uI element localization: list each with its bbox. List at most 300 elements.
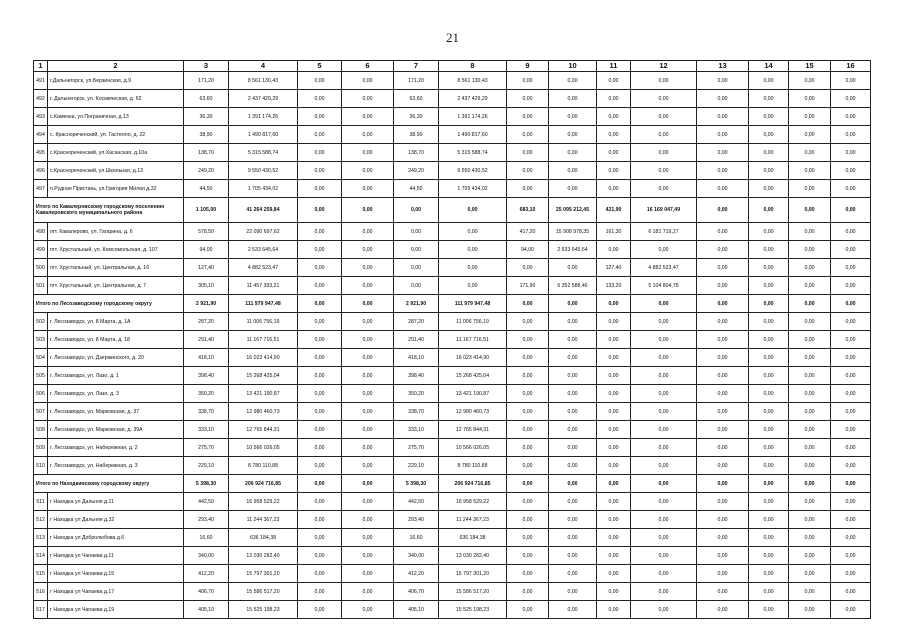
value-cell: 0,00 xyxy=(831,349,871,367)
value-cell: 0,00 xyxy=(831,403,871,421)
row-number: 503 xyxy=(34,331,48,349)
value-cell: 0,00 xyxy=(298,162,342,180)
value-cell: 636 184,38 xyxy=(439,529,507,547)
value-cell: 4 882 523,47 xyxy=(229,259,298,277)
value-cell: 333,10 xyxy=(394,421,439,439)
value-cell: 0,00 xyxy=(507,90,549,108)
value-cell: 2 437 429,29 xyxy=(439,90,507,108)
table-row xyxy=(34,367,871,385)
table-row xyxy=(34,565,871,583)
value-cell: 0,00 xyxy=(507,493,549,511)
value-cell: 0,00 xyxy=(697,313,749,331)
value-cell: 0,00 xyxy=(789,583,831,601)
value-cell: 0,00 xyxy=(342,313,394,331)
value-cell: 10 566 026,05 xyxy=(439,439,507,457)
value-cell: 0,00 xyxy=(789,493,831,511)
value-cell: 0,00 xyxy=(631,385,697,403)
value-cell: 0,00 xyxy=(631,403,697,421)
value-cell: 0,00 xyxy=(342,601,394,619)
value-cell: 0,00 xyxy=(831,126,871,144)
address-cell: г. Лесозаводск, ул. Дзержинского, д. 20 xyxy=(48,349,184,367)
value-cell: 44,50 xyxy=(184,180,229,198)
value-cell: 0,00 xyxy=(831,475,871,493)
value-cell: 0,00 xyxy=(831,295,871,313)
value-cell: 0,00 xyxy=(789,72,831,90)
value-cell: 0,00 xyxy=(831,144,871,162)
subtotal-row xyxy=(34,198,871,223)
value-cell: 0,00 xyxy=(597,349,631,367)
value-cell: 15 797 301,20 xyxy=(439,565,507,583)
value-cell: 0,00 xyxy=(298,547,342,565)
value-cell: 0,00 xyxy=(439,259,507,277)
value-cell: 13 421 190,87 xyxy=(229,385,298,403)
value-cell: 0,00 xyxy=(697,126,749,144)
value-cell: 0,00 xyxy=(749,90,789,108)
value-cell: 12 980 460,73 xyxy=(229,403,298,421)
value-cell: 0,00 xyxy=(394,241,439,259)
value-cell: 5 398,30 xyxy=(184,475,229,493)
page-number: 21 xyxy=(446,30,459,45)
value-cell: 8 561 130,43 xyxy=(229,72,298,90)
value-cell: 0,00 xyxy=(549,493,597,511)
value-cell: 0,00 xyxy=(549,529,597,547)
value-cell: 0,00 xyxy=(597,385,631,403)
row-number: 495 xyxy=(34,144,48,162)
value-cell: 0,00 xyxy=(789,601,831,619)
value-cell: 0,00 xyxy=(507,313,549,331)
value-cell: 0,00 xyxy=(597,421,631,439)
value-cell: 6 352 588,46 xyxy=(549,277,597,295)
value-cell: 0,00 xyxy=(298,439,342,457)
value-cell: 0,00 xyxy=(697,385,749,403)
value-cell: 0,00 xyxy=(507,108,549,126)
value-cell: 0,00 xyxy=(789,547,831,565)
value-cell: 0,00 xyxy=(789,313,831,331)
value-cell: 0,00 xyxy=(507,547,549,565)
value-cell: 0,00 xyxy=(507,295,549,313)
value-cell: 12 765 844,31 xyxy=(439,421,507,439)
value-cell: 0,00 xyxy=(631,421,697,439)
value-cell: 0,00 xyxy=(631,313,697,331)
value-cell: 0,00 xyxy=(298,295,342,313)
value-cell: 0,00 xyxy=(298,457,342,475)
value-cell: 405,10 xyxy=(184,601,229,619)
value-cell: 0,00 xyxy=(298,126,342,144)
address-cell: с.Краснореченский, ул.Хасанская, д.10а xyxy=(48,144,184,162)
value-cell: 11 167 716,51 xyxy=(229,331,298,349)
value-cell: 0,00 xyxy=(439,277,507,295)
value-cell: 16 958 529,22 xyxy=(229,493,298,511)
value-cell: 412,20 xyxy=(184,565,229,583)
value-cell: 94,00 xyxy=(184,241,229,259)
table-row xyxy=(34,180,871,198)
column-header: 5 xyxy=(298,61,342,72)
value-cell: 287,20 xyxy=(184,313,229,331)
value-cell: 0,00 xyxy=(831,583,871,601)
row-number: 515 xyxy=(34,565,48,583)
table-row xyxy=(34,457,871,475)
value-cell: 171,20 xyxy=(394,72,439,90)
value-cell: 127,40 xyxy=(597,259,631,277)
value-cell: 0,00 xyxy=(342,72,394,90)
value-cell: 0,00 xyxy=(342,241,394,259)
row-number: 493 xyxy=(34,108,48,126)
value-cell: 0,00 xyxy=(298,529,342,547)
subtotal-row xyxy=(34,475,871,493)
value-cell: 11 167 716,51 xyxy=(439,331,507,349)
column-header: 15 xyxy=(789,61,831,72)
value-cell: 0,00 xyxy=(697,295,749,313)
table-row xyxy=(34,349,871,367)
table-row xyxy=(34,90,871,108)
value-cell: 0,00 xyxy=(342,367,394,385)
value-cell: 0,00 xyxy=(831,439,871,457)
table-row xyxy=(34,403,871,421)
value-cell: 15 908 978,35 xyxy=(549,223,597,241)
value-cell: 0,00 xyxy=(789,565,831,583)
value-cell: 0,00 xyxy=(831,565,871,583)
value-cell: 418,10 xyxy=(394,349,439,367)
column-header: 11 xyxy=(597,61,631,72)
value-cell: 0,00 xyxy=(697,108,749,126)
value-cell: 0,00 xyxy=(394,277,439,295)
value-cell: 0,00 xyxy=(342,198,394,223)
value-cell: 0,00 xyxy=(697,72,749,90)
column-header: 12 xyxy=(631,61,697,72)
value-cell: 0,00 xyxy=(789,475,831,493)
address-cell: г. Лесозаводск, ул. 8 Марта, д. 18 xyxy=(48,331,184,349)
row-number: 492 xyxy=(34,90,48,108)
value-cell: 0,00 xyxy=(549,72,597,90)
value-cell: 0,00 xyxy=(789,277,831,295)
value-cell: 0,00 xyxy=(831,367,871,385)
value-cell: 36,30 xyxy=(394,108,439,126)
value-cell: 111 979 947,48 xyxy=(439,295,507,313)
value-cell: 0,00 xyxy=(507,601,549,619)
value-cell: 0,00 xyxy=(631,547,697,565)
value-cell: 412,20 xyxy=(394,565,439,583)
value-cell: 0,00 xyxy=(631,349,697,367)
value-cell: 0,00 xyxy=(831,162,871,180)
value-cell: 0,00 xyxy=(597,493,631,511)
value-cell: 0,00 xyxy=(831,547,871,565)
value-cell: 249,20 xyxy=(394,162,439,180)
value-cell: 0,00 xyxy=(789,349,831,367)
value-cell: 2 437 429,29 xyxy=(229,90,298,108)
value-cell: 0,00 xyxy=(789,295,831,313)
value-cell: 0,00 xyxy=(507,180,549,198)
address-cell: г Находка ул Чапаева д.15 xyxy=(48,565,184,583)
value-cell: 0,00 xyxy=(631,162,697,180)
row-number: 501 xyxy=(34,277,48,295)
value-cell: 15 525 198,23 xyxy=(439,601,507,619)
value-cell: 2 533 645,64 xyxy=(229,241,298,259)
value-cell: 0,00 xyxy=(789,439,831,457)
value-cell: 0,00 xyxy=(342,223,394,241)
value-cell: 0,00 xyxy=(298,180,342,198)
value-cell: 0,00 xyxy=(342,259,394,277)
value-cell: 0,00 xyxy=(394,223,439,241)
row-number: 506 xyxy=(34,385,48,403)
value-cell: 0,00 xyxy=(507,367,549,385)
row-number: 497 xyxy=(34,180,48,198)
table-row xyxy=(34,144,871,162)
column-header: 9 xyxy=(507,61,549,72)
value-cell: 16 023 414,90 xyxy=(439,349,507,367)
value-cell: 38,90 xyxy=(394,126,439,144)
table-row xyxy=(34,223,871,241)
value-cell: 15 586 517,20 xyxy=(229,583,298,601)
value-cell: 350,20 xyxy=(184,385,229,403)
value-cell: 0,00 xyxy=(507,529,549,547)
value-cell: 398,40 xyxy=(184,367,229,385)
value-cell: 0,00 xyxy=(439,241,507,259)
value-cell: 0,00 xyxy=(549,601,597,619)
value-cell: 0,00 xyxy=(789,162,831,180)
value-cell: 0,00 xyxy=(507,583,549,601)
value-cell: 406,70 xyxy=(184,583,229,601)
value-cell: 0,00 xyxy=(298,583,342,601)
value-cell: 15 268 425,04 xyxy=(229,367,298,385)
value-cell: 0,00 xyxy=(789,367,831,385)
row-number: 508 xyxy=(34,421,48,439)
value-cell: 0,00 xyxy=(697,241,749,259)
value-cell: 127,40 xyxy=(184,259,229,277)
value-cell: 0,00 xyxy=(549,313,597,331)
value-cell: 0,00 xyxy=(749,277,789,295)
value-cell: 0,00 xyxy=(342,385,394,403)
value-cell: 0,00 xyxy=(749,421,789,439)
value-cell: 0,00 xyxy=(507,403,549,421)
address-cell: г. Лесозаводск, ул. Набережная, д. 2 xyxy=(48,439,184,457)
value-cell: 0,00 xyxy=(631,295,697,313)
value-cell: 0,00 xyxy=(631,583,697,601)
value-cell: 0,00 xyxy=(597,126,631,144)
row-number: 507 xyxy=(34,403,48,421)
row-number: 499 xyxy=(34,241,48,259)
value-cell: 12 765 844,31 xyxy=(229,421,298,439)
value-cell: 0,00 xyxy=(342,529,394,547)
value-cell: 293,40 xyxy=(394,511,439,529)
value-cell: 0,00 xyxy=(597,72,631,90)
value-cell: 0,00 xyxy=(507,457,549,475)
value-cell: 0,00 xyxy=(597,403,631,421)
value-cell: 0,00 xyxy=(789,180,831,198)
value-cell: 0,00 xyxy=(697,547,749,565)
value-cell: 0,00 xyxy=(549,367,597,385)
value-cell: 0,00 xyxy=(549,126,597,144)
value-cell: 0,00 xyxy=(342,511,394,529)
value-cell: 13 030 282,40 xyxy=(439,547,507,565)
value-cell: 0,00 xyxy=(298,421,342,439)
value-cell: 0,00 xyxy=(631,180,697,198)
value-cell: 0,00 xyxy=(342,144,394,162)
header-row xyxy=(34,61,871,72)
value-cell: 340,00 xyxy=(394,547,439,565)
value-cell: 0,00 xyxy=(597,457,631,475)
column-header: 2 xyxy=(48,61,184,72)
value-cell: 133,20 xyxy=(597,277,631,295)
table-row xyxy=(34,72,871,90)
value-cell: 0,00 xyxy=(342,421,394,439)
value-cell: 340,00 xyxy=(184,547,229,565)
value-cell: 0,00 xyxy=(342,162,394,180)
data-table xyxy=(33,60,871,619)
address-cell: г. Лесозаводск, ул. Набережная, д. 3 xyxy=(48,457,184,475)
row-number: 502 xyxy=(34,313,48,331)
value-cell: 4 882 523,47 xyxy=(631,259,697,277)
value-cell: 0,00 xyxy=(549,259,597,277)
value-cell: 22 090 697,62 xyxy=(229,223,298,241)
value-cell: 636 184,38 xyxy=(229,529,298,547)
value-cell: 0,00 xyxy=(631,493,697,511)
value-cell: 0,00 xyxy=(597,295,631,313)
row-number: 517 xyxy=(34,601,48,619)
table-row xyxy=(34,162,871,180)
value-cell: 5 104 804,75 xyxy=(631,277,697,295)
value-cell: 0,00 xyxy=(749,403,789,421)
value-cell: 1 105,00 xyxy=(184,198,229,223)
value-cell: 0,00 xyxy=(549,108,597,126)
value-cell: 0,00 xyxy=(749,331,789,349)
value-cell: 0,00 xyxy=(749,259,789,277)
value-cell: 0,00 xyxy=(749,349,789,367)
row-number: 512 xyxy=(34,511,48,529)
value-cell: 0,00 xyxy=(549,180,597,198)
address-cell: г Находка ул Дальняя д.11 xyxy=(48,493,184,511)
table-row xyxy=(34,259,871,277)
value-cell: 0,00 xyxy=(697,475,749,493)
value-cell: 0,00 xyxy=(789,385,831,403)
value-cell: 0,00 xyxy=(549,403,597,421)
value-cell: 0,00 xyxy=(342,349,394,367)
table-row xyxy=(34,313,871,331)
value-cell: 0,00 xyxy=(597,108,631,126)
value-cell: 0,00 xyxy=(831,313,871,331)
value-cell: 0,00 xyxy=(789,421,831,439)
value-cell: 0,00 xyxy=(342,583,394,601)
value-cell: 0,00 xyxy=(631,511,697,529)
value-cell: 0,00 xyxy=(697,223,749,241)
value-cell: 0,00 xyxy=(507,144,549,162)
value-cell: 15 268 425,04 xyxy=(439,367,507,385)
value-cell: 0,00 xyxy=(697,439,749,457)
row-number: 514 xyxy=(34,547,48,565)
value-cell: 12 980 460,73 xyxy=(439,403,507,421)
value-cell: 0,00 xyxy=(831,259,871,277)
value-cell: 291,40 xyxy=(394,331,439,349)
address-cell: г. Лесозаводск, ул. 8 Марта, д. 1А xyxy=(48,313,184,331)
value-cell: 0,00 xyxy=(789,457,831,475)
address-cell: с.Каменка, ул.Пограничная, д.13 xyxy=(48,108,184,126)
address-cell: г. Лесозаводск, ул. Лазо, д. 1 xyxy=(48,367,184,385)
value-cell: 0,00 xyxy=(749,511,789,529)
column-header: 1 xyxy=(34,61,48,72)
value-cell: 0,00 xyxy=(597,241,631,259)
value-cell: 0,00 xyxy=(697,180,749,198)
column-header: 7 xyxy=(394,61,439,72)
value-cell: 0,00 xyxy=(789,90,831,108)
value-cell: 0,00 xyxy=(749,601,789,619)
value-cell: 0,00 xyxy=(631,475,697,493)
value-cell: 0,00 xyxy=(749,547,789,565)
value-cell: 0,00 xyxy=(831,385,871,403)
value-cell: 0,00 xyxy=(298,367,342,385)
value-cell: 10 566 026,05 xyxy=(229,439,298,457)
table-row xyxy=(34,241,871,259)
subtotal-row xyxy=(34,295,871,313)
value-cell: 0,00 xyxy=(439,223,507,241)
value-cell: 442,50 xyxy=(394,493,439,511)
value-cell: 0,00 xyxy=(549,439,597,457)
value-cell: 0,00 xyxy=(549,565,597,583)
value-cell: 0,00 xyxy=(298,259,342,277)
value-cell: 161,30 xyxy=(597,223,631,241)
value-cell: 0,00 xyxy=(697,162,749,180)
value-cell: 0,00 xyxy=(342,126,394,144)
row-number: 513 xyxy=(34,529,48,547)
value-cell: 0,00 xyxy=(597,313,631,331)
value-cell: 0,00 xyxy=(749,198,789,223)
value-cell: 0,00 xyxy=(597,331,631,349)
value-cell: 15 797 301,20 xyxy=(229,565,298,583)
row-number: 504 xyxy=(34,349,48,367)
value-cell: 16,60 xyxy=(184,529,229,547)
value-cell: 11 244 367,23 xyxy=(439,511,507,529)
value-cell: 1 391 174,26 xyxy=(229,108,298,126)
address-cell: г. Лесозаводск, ул. Марковская, д. 37 xyxy=(48,403,184,421)
row-number: 511 xyxy=(34,493,48,511)
value-cell: 0,00 xyxy=(342,108,394,126)
value-cell: 5 315 588,74 xyxy=(229,144,298,162)
row-number: 498 xyxy=(34,223,48,241)
value-cell: 0,00 xyxy=(831,90,871,108)
value-cell: 171,20 xyxy=(184,72,229,90)
value-cell: 0,00 xyxy=(549,511,597,529)
value-cell: 8 561 130,43 xyxy=(439,72,507,90)
row-number: 516 xyxy=(34,583,48,601)
value-cell: 0,00 xyxy=(749,223,789,241)
table-row xyxy=(34,493,871,511)
value-cell: 2 533 645,64 xyxy=(549,241,597,259)
column-header: 13 xyxy=(697,61,749,72)
address-cell: с. Краснореченский, ул. Гастелло, д. 22 xyxy=(48,126,184,144)
value-cell: 0,00 xyxy=(749,367,789,385)
value-cell: 0,00 xyxy=(298,144,342,162)
value-cell: 275,70 xyxy=(184,439,229,457)
value-cell: 0,00 xyxy=(749,385,789,403)
value-cell: 0,00 xyxy=(697,403,749,421)
address-cell: пгт. Хрустальный, ул. Центральная, д. 7 xyxy=(48,277,184,295)
value-cell: 11 457 393,21 xyxy=(229,277,298,295)
value-cell: 0,00 xyxy=(597,90,631,108)
value-cell: 36,30 xyxy=(184,108,229,126)
value-cell: 0,00 xyxy=(549,162,597,180)
value-cell: 16 023 414,90 xyxy=(229,349,298,367)
address-cell: г.Дальнегорск, ул.Берзинская, д.9 xyxy=(48,72,184,90)
value-cell: 11 006 756,19 xyxy=(439,313,507,331)
value-cell: 44,50 xyxy=(394,180,439,198)
value-cell: 0,00 xyxy=(298,108,342,126)
value-cell: 0,00 xyxy=(697,493,749,511)
value-cell: 0,00 xyxy=(549,475,597,493)
value-cell: 287,20 xyxy=(394,313,439,331)
value-cell: 0,00 xyxy=(298,511,342,529)
value-cell: 0,00 xyxy=(631,601,697,619)
row-number: 505 xyxy=(34,367,48,385)
value-cell: 0,00 xyxy=(342,547,394,565)
value-cell: 0,00 xyxy=(549,331,597,349)
